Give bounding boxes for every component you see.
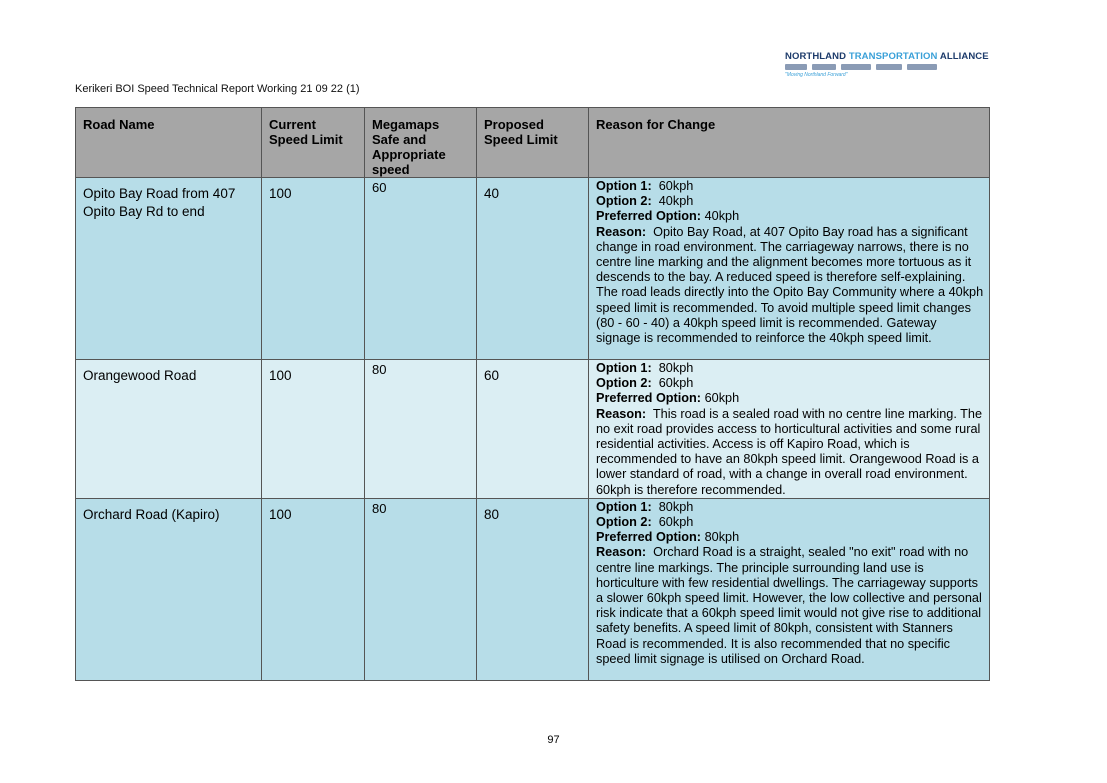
preferred-option-label: Preferred Option:: [596, 530, 702, 545]
option-2-value: 40kph: [658, 194, 694, 209]
option-1-label: Option 1:: [596, 179, 652, 193]
column-header-megamaps-speed: Megamaps Safe and Appropriate speed: [365, 108, 477, 178]
preferred-option-value: 60kph: [704, 391, 740, 406]
logo-title: [785, 51, 989, 62]
option-1-value: 80kph: [658, 499, 694, 514]
partner-logo-icon: [812, 64, 836, 70]
logo-tagline: "Moving Northland Forward": [785, 72, 848, 78]
reason-text: This road is a sealed road with no centre line marking. The no exit road provides access to horticultural activities and some rural residential activities. Access is off Kapiro Road, which is recommended to have an 80kph speed limit. Orangewood Road is a lower standard of road, with a change in overall road environment. 60kph is therefore recommended.: [596, 406, 982, 497]
logo-partner-marks: [785, 64, 950, 70]
option-2-label: Option 2:: [596, 515, 652, 530]
option-2-label: Option 2:: [596, 376, 652, 391]
partner-logo-icon: [907, 64, 937, 70]
logo-word-transportation: TRANSPORTATION: [848, 51, 938, 62]
preferred-option-label: Preferred Option:: [596, 391, 702, 406]
megamaps-speed-cell: 80: [365, 498, 477, 680]
option-1-label: Option 1:: [596, 361, 652, 375]
reason-cell: [589, 178, 990, 360]
option-2-line: [596, 376, 984, 391]
nta-logo: [785, 51, 989, 83]
reason-label: Reason:: [596, 545, 647, 560]
logo-word-northland: NORTHLAND: [785, 51, 847, 62]
document-title: Kerikeri BOI Speed Technical Report Working 21 09 22 (1): [75, 83, 360, 95]
option-1-line: [596, 179, 984, 194]
preferred-option-line: [596, 391, 984, 406]
table-header-row: [76, 108, 990, 178]
reason-label: Reason:: [596, 406, 647, 421]
preferred-option-line: [596, 530, 984, 545]
reason-text: Opito Bay Road, at 407 Opito Bay road has a significant change in road environment. The carriageway narrows, there is no centre line marking and the alignment becomes more tortuous as it descends to the bay. A reduced speed is therefore self-explaining. The road leads directly into the Opito Bay Community where a 40kph speed limit is recommended. To avoid multiple speed limit changes (80 - 60 - 40) a 40kph speed limit is recommended. Gateway signage is recommended to reinforce the 40kph speed limit.: [596, 224, 984, 346]
table-row: [76, 360, 990, 499]
preferred-option-value: 40kph: [704, 209, 740, 224]
reason-line: [596, 545, 984, 667]
option-2-line: [596, 515, 984, 530]
speed-limit-table: [75, 107, 990, 681]
proposed-speed-cell: 60: [477, 360, 589, 499]
proposed-speed-cell: 40: [477, 178, 589, 360]
table-row: [76, 498, 990, 680]
reason-cell: [589, 498, 990, 680]
current-speed-cell: 100: [262, 360, 365, 499]
option-2-label: Option 2:: [596, 194, 652, 209]
current-speed-cell: 100: [262, 178, 365, 360]
option-1-value: 80kph: [658, 361, 694, 375]
reason-label: Reason:: [596, 224, 647, 239]
current-speed-cell: 100: [262, 498, 365, 680]
option-1-line: [596, 500, 984, 515]
column-header-proposed-speed: Proposed Speed Limit: [477, 108, 589, 178]
road-name-cell: Orangewood Road: [76, 360, 262, 499]
partner-logo-icon: [785, 64, 807, 70]
logo-word-alliance: ALLIANCE: [939, 51, 989, 62]
road-name-cell: Opito Bay Road from 407 Opito Bay Rd to end: [76, 178, 262, 360]
preferred-option-line: [596, 209, 984, 224]
reason-line: [596, 407, 984, 498]
reason-text: Orchard Road is a straight, sealed "no exit" road with no centre line markings. The principle surrounding land use is horticulture with few residential dwellings. The carriageway supports a slower 60kph speed limit. However, the low collective and personal risk indicate that a 60kph speed limit would not give rise to additional safety benefits. A speed limit of 80kph, consistent with Stanners Road is recommended. It is also recommended that no specific speed limit signage is utilised on Orchard Road.: [596, 545, 982, 666]
option-1-label: Option 1:: [596, 499, 652, 514]
option-1-value: 60kph: [658, 179, 694, 193]
preferred-option-value: 80kph: [704, 530, 740, 545]
megamaps-speed-cell: 80: [365, 360, 477, 499]
page-number: 97: [547, 734, 560, 746]
column-header-road-name: Road Name: [76, 108, 262, 178]
megamaps-speed-cell: 60: [365, 178, 477, 360]
column-header-reason: Reason for Change: [589, 108, 990, 178]
option-2-value: 60kph: [658, 376, 694, 391]
partner-logo-icon: [876, 64, 902, 70]
option-1-line: [596, 361, 984, 376]
option-2-value: 60kph: [658, 515, 694, 530]
partner-logo-icon: [841, 64, 871, 70]
table-row: [76, 178, 990, 360]
preferred-option-label: Preferred Option:: [596, 209, 702, 224]
option-2-line: [596, 194, 984, 209]
reason-cell: [589, 360, 990, 499]
proposed-speed-cell: 80: [477, 498, 589, 680]
reason-line: [596, 225, 984, 347]
column-header-current-speed: Current Speed Limit: [262, 108, 365, 178]
road-name-cell: Orchard Road (Kapiro): [76, 498, 262, 680]
